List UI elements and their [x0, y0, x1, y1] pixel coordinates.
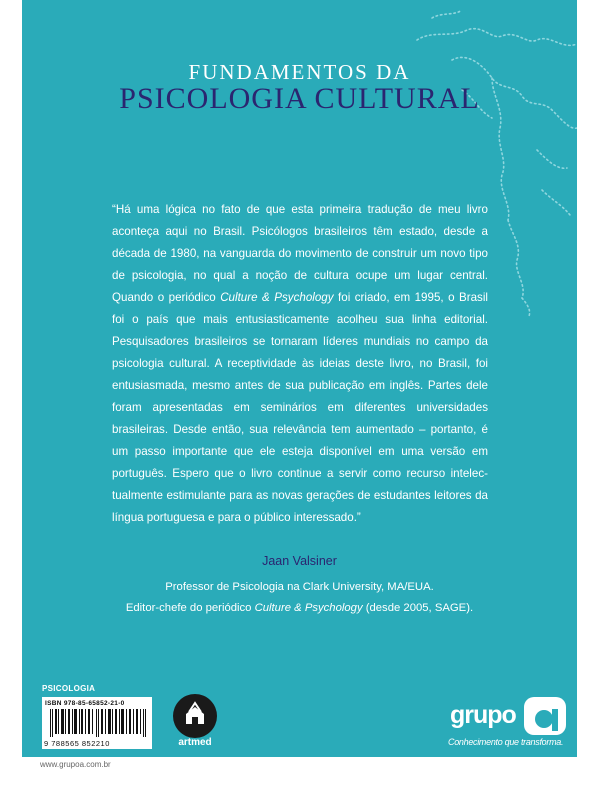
quote-text-part2: foi criado, em 1995, o Brasil foi o país que mais entusiasticamente acolheu sua linha editorial. Pesquisadores brasileiros se tornaram líderes mundiais no campo da psicologia cultural. A receptividade às ideias deste livro, no Brasil, foi entusiasmada, mesmo antes de sua publicação em inglês. Partes dele foram apresentadas em seminários em diferentes universidades brasileiras. Desde então, sua relevância tem aumentado – portanto, é um passo importante que ele esteja disponível em uma versão em português. Espero que o livro continue a servir como recurso intelectualmente estimulante para as novas gerações de estudantes leitores da língua portuguesa e para o público interessado.”: [112, 291, 488, 524]
website-url[interactable]: www.grupoa.com.br: [40, 760, 111, 769]
barcode: [42, 697, 152, 749]
author-editor-role: [22, 598, 577, 619]
grupo-tagline: Conhecimento que transforma.: [448, 737, 564, 747]
editor-prefix: Editor-chefe do periódico: [125, 602, 255, 614]
title-line-2: PSICOLOGIA CULTURAL: [119, 82, 480, 115]
category-label: PSICOLOGIA: [42, 684, 96, 693]
endorsement-quote: [112, 199, 488, 529]
grupo-a-logo: [440, 693, 577, 755]
barcode-bars: [50, 709, 146, 737]
artmed-logo: [169, 692, 221, 747]
author-affiliation: Professor de Psicologia na Clark University, MA/EUA.: [165, 581, 434, 593]
artmed-logo-text: artmed: [178, 737, 212, 747]
back-cover: [22, 0, 577, 757]
editor-suffix: (desde 2005, SAGE).: [362, 602, 474, 614]
quote-text-part1: “Há uma lógica no fato de que esta primeira tradução de meu livro aconteça aqui no Brasil. Psicólogos brasileiros têm estado, desde a década de 1980, na vanguarda do movimento de construir um novo tipo de psicologia, no qual a noção de cultura ocupe um lugar central. Quando o periódico: [112, 203, 488, 304]
author-affiliation-block: [22, 577, 577, 619]
grupo-logo-word: grupo: [450, 701, 516, 729]
grupo-a-letter-mark: [522, 693, 570, 737]
quote-journal-name: Culture & Psychology: [220, 291, 334, 304]
author-name: Jaan Valsiner: [262, 554, 337, 568]
editor-journal: Culture & Psychology: [254, 602, 363, 614]
title-line-1: FUNDAMENTOS DA: [188, 60, 411, 84]
isbn-label: ISBN 978-85-65852-21-0: [45, 700, 125, 707]
barcode-digits: 9 788565 852210: [44, 739, 110, 748]
